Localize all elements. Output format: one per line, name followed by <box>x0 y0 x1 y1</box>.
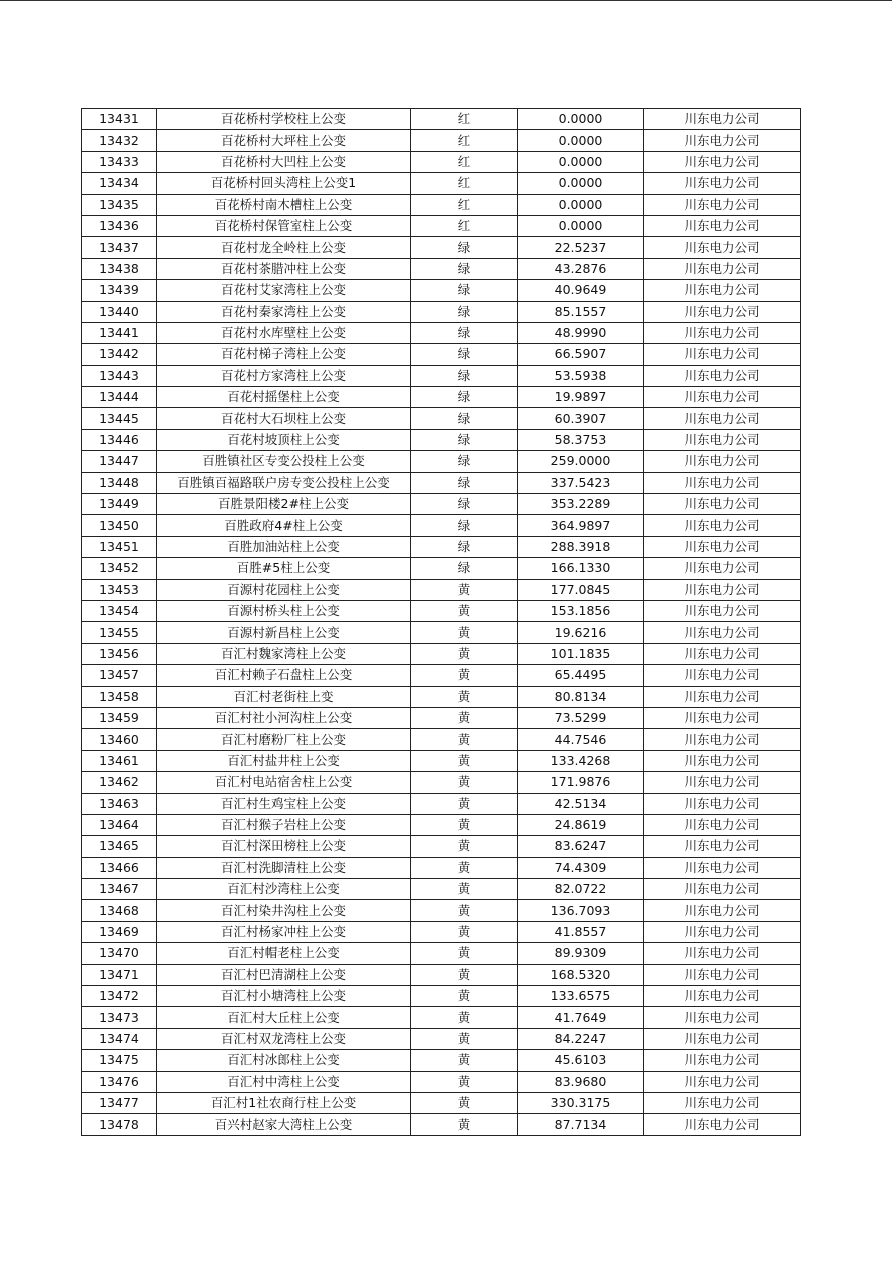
cell-company: 川东电力公司 <box>644 836 801 857</box>
cell-status: 黄 <box>411 1071 518 1092</box>
cell-name: 百源村桥头柱上公变 <box>157 600 411 621</box>
cell-value: 65.4495 <box>518 665 644 686</box>
cell-name: 百汇村冰郎柱上公变 <box>157 1050 411 1071</box>
cell-name: 百花桥村保管室柱上公变 <box>157 215 411 236</box>
cell-name: 百汇村盐井柱上公变 <box>157 750 411 771</box>
cell-status: 黄 <box>411 1050 518 1071</box>
cell-id: 13474 <box>82 1028 157 1049</box>
cell-value: 41.8557 <box>518 921 644 942</box>
cell-status: 黄 <box>411 793 518 814</box>
cell-id: 13445 <box>82 408 157 429</box>
cell-id: 13466 <box>82 857 157 878</box>
table-row <box>82 151 801 172</box>
cell-company: 川东电力公司 <box>644 579 801 600</box>
cell-company: 川东电力公司 <box>644 921 801 942</box>
table-row <box>82 900 801 921</box>
cell-id: 13432 <box>82 130 157 151</box>
cell-id: 13456 <box>82 643 157 664</box>
cell-id: 13455 <box>82 622 157 643</box>
cell-value: 0.0000 <box>518 194 644 215</box>
cell-id: 13463 <box>82 793 157 814</box>
cell-status: 黄 <box>411 964 518 985</box>
cell-name: 百花村秦家湾柱上公变 <box>157 301 411 322</box>
table-row <box>82 686 801 707</box>
cell-name: 百汇村巴清湖柱上公变 <box>157 964 411 985</box>
cell-id: 13437 <box>82 237 157 258</box>
table-row <box>82 1114 801 1135</box>
cell-id: 13433 <box>82 151 157 172</box>
transformer-table <box>81 108 801 1136</box>
cell-status: 绿 <box>411 387 518 408</box>
cell-status: 红 <box>411 194 518 215</box>
cell-value: 0.0000 <box>518 130 644 151</box>
cell-id: 13459 <box>82 707 157 728</box>
cell-value: 83.9680 <box>518 1071 644 1092</box>
cell-company: 川东电力公司 <box>644 301 801 322</box>
cell-value: 0.0000 <box>518 151 644 172</box>
cell-id: 13471 <box>82 964 157 985</box>
cell-company: 川东电力公司 <box>644 408 801 429</box>
cell-value: 83.6247 <box>518 836 644 857</box>
cell-status: 绿 <box>411 258 518 279</box>
cell-value: 153.1856 <box>518 600 644 621</box>
cell-id: 13454 <box>82 600 157 621</box>
cell-company: 川东电力公司 <box>644 900 801 921</box>
cell-name: 百花村梯子湾柱上公变 <box>157 344 411 365</box>
cell-status: 绿 <box>411 472 518 493</box>
cell-id: 13446 <box>82 429 157 450</box>
cell-value: 45.6103 <box>518 1050 644 1071</box>
cell-name: 百汇村魏家湾柱上公变 <box>157 643 411 664</box>
cell-value: 0.0000 <box>518 215 644 236</box>
table-row <box>82 921 801 942</box>
cell-id: 13451 <box>82 536 157 557</box>
cell-id: 13464 <box>82 814 157 835</box>
cell-id: 13462 <box>82 772 157 793</box>
cell-value: 41.7649 <box>518 1007 644 1028</box>
table-row <box>82 622 801 643</box>
cell-status: 绿 <box>411 451 518 472</box>
cell-status: 黄 <box>411 879 518 900</box>
cell-id: 13453 <box>82 579 157 600</box>
table-row <box>82 408 801 429</box>
cell-company: 川东电力公司 <box>644 814 801 835</box>
cell-status: 绿 <box>411 237 518 258</box>
cell-name: 百花村坡顶柱上公变 <box>157 429 411 450</box>
cell-value: 136.7093 <box>518 900 644 921</box>
cell-value: 66.5907 <box>518 344 644 365</box>
cell-value: 43.2876 <box>518 258 644 279</box>
cell-name: 百源村新昌柱上公变 <box>157 622 411 643</box>
cell-name: 百胜#5柱上公变 <box>157 558 411 579</box>
cell-id: 13448 <box>82 472 157 493</box>
cell-id: 13441 <box>82 322 157 343</box>
table-row <box>82 643 801 664</box>
cell-value: 19.9897 <box>518 387 644 408</box>
cell-id: 13439 <box>82 280 157 301</box>
cell-name: 百汇村双龙湾柱上公变 <box>157 1028 411 1049</box>
cell-status: 黄 <box>411 900 518 921</box>
cell-value: 364.9897 <box>518 515 644 536</box>
cell-name: 百汇村沙湾柱上公变 <box>157 879 411 900</box>
table-row <box>82 387 801 408</box>
cell-name: 百花村龙全岭柱上公变 <box>157 237 411 258</box>
table-row <box>82 665 801 686</box>
cell-name: 百花桥村回头湾柱上公变1 <box>157 173 411 194</box>
cell-status: 绿 <box>411 322 518 343</box>
table-row <box>82 986 801 1007</box>
cell-id: 13458 <box>82 686 157 707</box>
cell-company: 川东电力公司 <box>644 793 801 814</box>
cell-status: 黄 <box>411 600 518 621</box>
cell-status: 黄 <box>411 986 518 1007</box>
cell-value: 48.9990 <box>518 322 644 343</box>
cell-status: 绿 <box>411 365 518 386</box>
cell-name: 百汇村猴子岩柱上公变 <box>157 814 411 835</box>
cell-id: 13469 <box>82 921 157 942</box>
table-row <box>82 536 801 557</box>
cell-value: 168.5320 <box>518 964 644 985</box>
cell-value: 0.0000 <box>518 173 644 194</box>
cell-status: 黄 <box>411 1092 518 1113</box>
cell-name: 百汇村洗脚清柱上公变 <box>157 857 411 878</box>
table-row <box>82 707 801 728</box>
cell-status: 黄 <box>411 686 518 707</box>
table-row <box>82 943 801 964</box>
cell-name: 百花村摇堡柱上公变 <box>157 387 411 408</box>
cell-id: 13472 <box>82 986 157 1007</box>
cell-company: 川东电力公司 <box>644 665 801 686</box>
cell-name: 百汇村电站宿舍柱上公变 <box>157 772 411 793</box>
cell-status: 黄 <box>411 1028 518 1049</box>
table-row <box>82 215 801 236</box>
cell-value: 133.6575 <box>518 986 644 1007</box>
cell-id: 13452 <box>82 558 157 579</box>
cell-id: 13444 <box>82 387 157 408</box>
cell-value: 101.1835 <box>518 643 644 664</box>
cell-status: 绿 <box>411 301 518 322</box>
cell-company: 川东电力公司 <box>644 387 801 408</box>
cell-name: 百胜政府4#柱上公变 <box>157 515 411 536</box>
cell-company: 川东电力公司 <box>644 1050 801 1071</box>
cell-value: 89.9309 <box>518 943 644 964</box>
cell-name: 百汇村磨粉厂柱上公变 <box>157 729 411 750</box>
table-body <box>82 109 801 1136</box>
cell-status: 绿 <box>411 515 518 536</box>
cell-name: 百汇村赖子石盘柱上公变 <box>157 665 411 686</box>
cell-status: 红 <box>411 173 518 194</box>
cell-company: 川东电力公司 <box>644 1007 801 1028</box>
page-top-border <box>0 0 892 1</box>
table-row <box>82 964 801 985</box>
cell-company: 川东电力公司 <box>644 1114 801 1135</box>
cell-value: 330.3175 <box>518 1092 644 1113</box>
table-row <box>82 322 801 343</box>
cell-company: 川东电力公司 <box>644 322 801 343</box>
cell-name: 百汇村中湾柱上公变 <box>157 1071 411 1092</box>
table-row <box>82 429 801 450</box>
table-row <box>82 237 801 258</box>
cell-value: 171.9876 <box>518 772 644 793</box>
cell-id: 13435 <box>82 194 157 215</box>
cell-id: 13465 <box>82 836 157 857</box>
cell-value: 133.4268 <box>518 750 644 771</box>
table-row <box>82 1028 801 1049</box>
cell-company: 川东电力公司 <box>644 280 801 301</box>
cell-id: 13477 <box>82 1092 157 1113</box>
cell-id: 13434 <box>82 173 157 194</box>
table-row <box>82 194 801 215</box>
cell-id: 13457 <box>82 665 157 686</box>
cell-status: 黄 <box>411 643 518 664</box>
cell-name: 百汇村生鸡宝柱上公变 <box>157 793 411 814</box>
cell-name: 百兴村赵家大湾柱上公变 <box>157 1114 411 1135</box>
cell-company: 川东电力公司 <box>644 558 801 579</box>
cell-id: 13442 <box>82 344 157 365</box>
cell-value: 73.5299 <box>518 707 644 728</box>
cell-value: 84.2247 <box>518 1028 644 1049</box>
cell-company: 川东电力公司 <box>644 707 801 728</box>
cell-name: 百花村水库壁柱上公变 <box>157 322 411 343</box>
table-row <box>82 879 801 900</box>
cell-status: 黄 <box>411 1007 518 1028</box>
cell-company: 川东电力公司 <box>644 729 801 750</box>
cell-status: 黄 <box>411 772 518 793</box>
table-row <box>82 301 801 322</box>
cell-status: 红 <box>411 109 518 130</box>
table-row <box>82 109 801 130</box>
table-row <box>82 515 801 536</box>
cell-id: 13476 <box>82 1071 157 1092</box>
table-row <box>82 258 801 279</box>
cell-value: 42.5134 <box>518 793 644 814</box>
cell-name: 百花村方家湾柱上公变 <box>157 365 411 386</box>
table-row <box>82 600 801 621</box>
cell-id: 13443 <box>82 365 157 386</box>
cell-company: 川东电力公司 <box>644 472 801 493</box>
cell-value: 337.5423 <box>518 472 644 493</box>
cell-status: 黄 <box>411 1114 518 1135</box>
cell-name: 百胜镇百福路联户房专变公投柱上公变 <box>157 472 411 493</box>
table-row <box>82 1071 801 1092</box>
cell-value: 177.0845 <box>518 579 644 600</box>
table-row <box>82 1007 801 1028</box>
cell-value: 60.3907 <box>518 408 644 429</box>
cell-value: 24.8619 <box>518 814 644 835</box>
cell-company: 川东电力公司 <box>644 1071 801 1092</box>
cell-id: 13447 <box>82 451 157 472</box>
table-row <box>82 472 801 493</box>
cell-name: 百汇村大丘柱上公变 <box>157 1007 411 1028</box>
cell-status: 黄 <box>411 750 518 771</box>
cell-name: 百汇村帽老柱上公变 <box>157 943 411 964</box>
cell-id: 13460 <box>82 729 157 750</box>
cell-company: 川东电力公司 <box>644 686 801 707</box>
cell-value: 0.0000 <box>518 109 644 130</box>
cell-name: 百花村大石坝柱上公变 <box>157 408 411 429</box>
cell-name: 百花桥村大坪柱上公变 <box>157 130 411 151</box>
cell-status: 绿 <box>411 558 518 579</box>
cell-company: 川东电力公司 <box>644 986 801 1007</box>
cell-status: 黄 <box>411 707 518 728</box>
cell-status: 黄 <box>411 579 518 600</box>
cell-status: 绿 <box>411 408 518 429</box>
cell-status: 黄 <box>411 622 518 643</box>
cell-value: 74.4309 <box>518 857 644 878</box>
table-row <box>82 857 801 878</box>
cell-value: 87.7134 <box>518 1114 644 1135</box>
cell-company: 川东电力公司 <box>644 857 801 878</box>
table-row <box>82 344 801 365</box>
cell-status: 黄 <box>411 857 518 878</box>
cell-id: 13436 <box>82 215 157 236</box>
cell-name: 百胜镇社区专变公投柱上公变 <box>157 451 411 472</box>
cell-company: 川东电力公司 <box>644 1028 801 1049</box>
cell-name: 百汇村1社农商行柱上公变 <box>157 1092 411 1113</box>
cell-value: 166.1330 <box>518 558 644 579</box>
table-row <box>82 579 801 600</box>
cell-status: 绿 <box>411 536 518 557</box>
cell-company: 川东电力公司 <box>644 943 801 964</box>
table-row <box>82 173 801 194</box>
table-row <box>82 280 801 301</box>
cell-id: 13473 <box>82 1007 157 1028</box>
cell-company: 川东电力公司 <box>644 173 801 194</box>
cell-status: 红 <box>411 130 518 151</box>
cell-name: 百花村艾家湾柱上公变 <box>157 280 411 301</box>
cell-company: 川东电力公司 <box>644 344 801 365</box>
table-row <box>82 494 801 515</box>
cell-id: 13449 <box>82 494 157 515</box>
cell-value: 259.0000 <box>518 451 644 472</box>
cell-name: 百汇村深田榜柱上公变 <box>157 836 411 857</box>
cell-value: 82.0722 <box>518 879 644 900</box>
cell-value: 44.7546 <box>518 729 644 750</box>
cell-name: 百源村花园柱上公变 <box>157 579 411 600</box>
table-row <box>82 814 801 835</box>
cell-name: 百汇村老街柱上变 <box>157 686 411 707</box>
cell-company: 川东电力公司 <box>644 109 801 130</box>
cell-name: 百胜加油站柱上公变 <box>157 536 411 557</box>
cell-company: 川东电力公司 <box>644 258 801 279</box>
cell-company: 川东电力公司 <box>644 964 801 985</box>
table-row <box>82 772 801 793</box>
cell-id: 13431 <box>82 109 157 130</box>
cell-id: 13468 <box>82 900 157 921</box>
cell-company: 川东电力公司 <box>644 237 801 258</box>
cell-company: 川东电力公司 <box>644 130 801 151</box>
cell-id: 13470 <box>82 943 157 964</box>
table-row <box>82 750 801 771</box>
cell-status: 绿 <box>411 344 518 365</box>
cell-id: 13467 <box>82 879 157 900</box>
cell-name: 百汇村杨家冲柱上公变 <box>157 921 411 942</box>
cell-status: 绿 <box>411 494 518 515</box>
cell-company: 川东电力公司 <box>644 515 801 536</box>
cell-value: 58.3753 <box>518 429 644 450</box>
cell-value: 85.1557 <box>518 301 644 322</box>
table-row <box>82 130 801 151</box>
cell-value: 288.3918 <box>518 536 644 557</box>
cell-company: 川东电力公司 <box>644 451 801 472</box>
cell-company: 川东电力公司 <box>644 215 801 236</box>
cell-company: 川东电力公司 <box>644 429 801 450</box>
cell-name: 百花村茶腊冲柱上公变 <box>157 258 411 279</box>
table-row <box>82 729 801 750</box>
cell-id: 13438 <box>82 258 157 279</box>
table-row <box>82 1092 801 1113</box>
cell-company: 川东电力公司 <box>644 536 801 557</box>
cell-status: 黄 <box>411 729 518 750</box>
cell-company: 川东电力公司 <box>644 365 801 386</box>
cell-company: 川东电力公司 <box>644 600 801 621</box>
cell-status: 红 <box>411 215 518 236</box>
cell-company: 川东电力公司 <box>644 772 801 793</box>
cell-name: 百汇村染井沟柱上公变 <box>157 900 411 921</box>
cell-name: 百花桥村学校柱上公变 <box>157 109 411 130</box>
cell-name: 百汇村小塘湾柱上公变 <box>157 986 411 1007</box>
cell-id: 13475 <box>82 1050 157 1071</box>
cell-status: 黄 <box>411 814 518 835</box>
cell-status: 绿 <box>411 429 518 450</box>
cell-company: 川东电力公司 <box>644 1092 801 1113</box>
table-row <box>82 451 801 472</box>
cell-status: 黄 <box>411 836 518 857</box>
cell-id: 13450 <box>82 515 157 536</box>
cell-company: 川东电力公司 <box>644 194 801 215</box>
cell-id: 13440 <box>82 301 157 322</box>
cell-status: 黄 <box>411 943 518 964</box>
cell-status: 绿 <box>411 280 518 301</box>
cell-name: 百花桥村大凹柱上公变 <box>157 151 411 172</box>
cell-name: 百汇村社小河沟柱上公变 <box>157 707 411 728</box>
cell-name: 百花桥村南木槽柱上公变 <box>157 194 411 215</box>
cell-name: 百胜景阳楼2#柱上公变 <box>157 494 411 515</box>
table-row <box>82 365 801 386</box>
cell-status: 黄 <box>411 665 518 686</box>
cell-value: 19.6216 <box>518 622 644 643</box>
cell-id: 13478 <box>82 1114 157 1135</box>
cell-value: 22.5237 <box>518 237 644 258</box>
cell-company: 川东电力公司 <box>644 494 801 515</box>
cell-status: 黄 <box>411 921 518 942</box>
cell-company: 川东电力公司 <box>644 643 801 664</box>
table-row <box>82 793 801 814</box>
table-row <box>82 1050 801 1071</box>
cell-company: 川东电力公司 <box>644 879 801 900</box>
cell-value: 53.5938 <box>518 365 644 386</box>
cell-value: 40.9649 <box>518 280 644 301</box>
cell-value: 80.8134 <box>518 686 644 707</box>
cell-status: 红 <box>411 151 518 172</box>
cell-value: 353.2289 <box>518 494 644 515</box>
cell-company: 川东电力公司 <box>644 151 801 172</box>
cell-id: 13461 <box>82 750 157 771</box>
table-row <box>82 836 801 857</box>
table-row <box>82 558 801 579</box>
cell-company: 川东电力公司 <box>644 622 801 643</box>
cell-company: 川东电力公司 <box>644 750 801 771</box>
